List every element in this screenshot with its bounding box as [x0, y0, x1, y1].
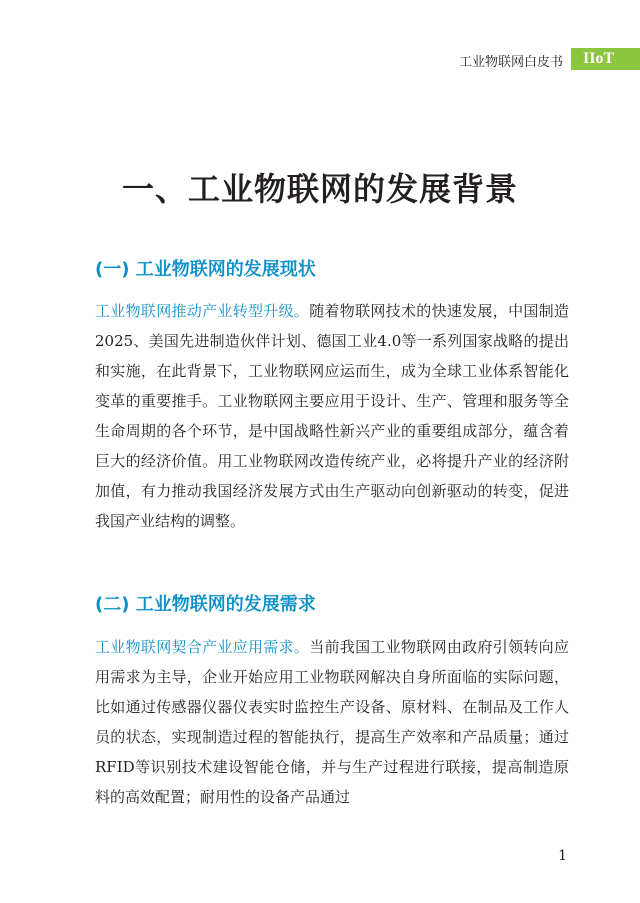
- paragraph-lead: 工业物联网契合产业应用需求。: [95, 638, 310, 656]
- section-heading-development-needs: (二) 工业物联网的发展需求: [95, 594, 316, 615]
- running-header: [0, 48, 640, 70]
- iiot-badge: IIoT: [571, 48, 640, 70]
- paragraph-body: 随着物联网技术的快速发展，中国制造2025、美国先进制造伙伴计划、德国工业4.0等一系列国家战略的提出和实施，在此背景下，工业物联网应运而生，成为全球工业体系智能化变革的重要推手。工业物联网主要应用于设计、生产、管理和服务等全生命周期的各个环节，是中国战略性新兴产业的重要组成部分，蕴含着巨大的经济价值。用工业物联网改造传统产业，必将提升产业的经济附加值，有力推动我国经济发展方式由生产驱动向创新驱动的转变，促进我国产业结构的调整。: [95, 302, 569, 530]
- paragraph-development-needs: [95, 632, 569, 812]
- chapter-title: 一、工业物联网的发展背景: [121, 170, 518, 208]
- paragraph-lead: 工业物联网推动产业转型升级。: [95, 302, 310, 320]
- header-title: 工业物联网白皮书: [458, 55, 563, 70]
- section-heading-current-status: (一) 工业物联网的发展现状: [95, 259, 316, 280]
- paragraph-current-status: [95, 296, 569, 536]
- paragraph-body: 当前我国工业物联网由政府引领转向应用需求为主导，企业开始应用工业物联网解决自身所面临的实际问题，比如通过传感器仪器仪表实时监控生产设备、原材料、在制品及工作人员的状态，实现制造过程的智能执行，提高生产效率和产品质量；通过RFID等识别技术建设智能仓储，并与生产过程进行联接，提高制造原料的高效配置；耐用性的设备产品通过: [95, 638, 569, 806]
- page-number: 1: [558, 848, 567, 864]
